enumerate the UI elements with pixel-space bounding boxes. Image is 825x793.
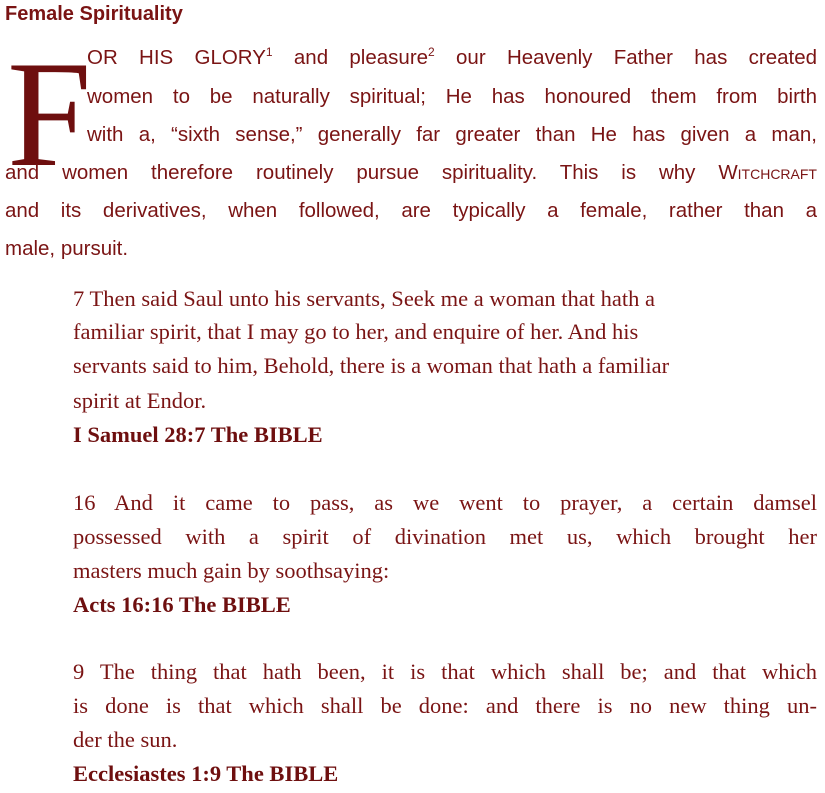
quote-line: possessed with a spirit of divination met us, which brought her [73,524,817,549]
quote-line: 9 The thing that hath been, it is that which shall be; and that which [73,659,817,684]
intro-line-6: male, pursuit. [5,237,129,260]
quote-line: 7 Then said Saul unto his servants, Seek me a woman that hath a [73,286,655,311]
quote-line: is done is that which shall be done: and there is no new thing un- [73,693,817,718]
intro-line-1-text-c: our Heavenly Father has created [434,46,817,69]
footnote-marker-2: 2 [428,45,435,59]
quote-citation: I Samuel 28:7 The BIBLE [73,422,323,447]
intro-line-1-text-b: and pleasure [272,46,429,69]
intro-line-1 [87,46,817,70]
intro-line-3: with a, “sixth sense,” generally far greater than He has given a man, [87,123,817,146]
intro-line-4-text: and women therefore routinely pursue spirituality. This is why [5,161,719,184]
intro-line-1-text-a: OR HIS GLORY [87,46,266,69]
intro-line-5: and its derivatives, when followed, are typically a female, rather than a [5,199,817,222]
quote-citation: Ecclesiastes 1:9 The BIBLE [73,761,339,786]
section-heading: Female Spirituality [5,3,183,25]
witchcraft-term: Witchcraft [718,161,817,184]
quote-line: familiar spirit, that I may go to her, and enquire of her. And his [73,319,639,344]
quote-line: spirit at Endor. [73,388,207,413]
quote-citation: Acts 16:16 The BIBLE [73,592,291,617]
footnote-marker-1: 1 [265,45,273,59]
intro-line-4 [5,161,817,185]
quote-line: der the sun. [73,727,178,752]
drop-cap: F [7,30,92,198]
quote-line: servants said to him, Behold, there is a woman that hath a familiar [73,353,670,378]
quote-line: masters much gain by soothsaying: [73,558,390,583]
quote-line: 16 And it came to pass, as we went to prayer, a certain damsel [73,490,817,515]
intro-line-2: women to be naturally spiritual; He has honoured them from birth [87,85,817,108]
